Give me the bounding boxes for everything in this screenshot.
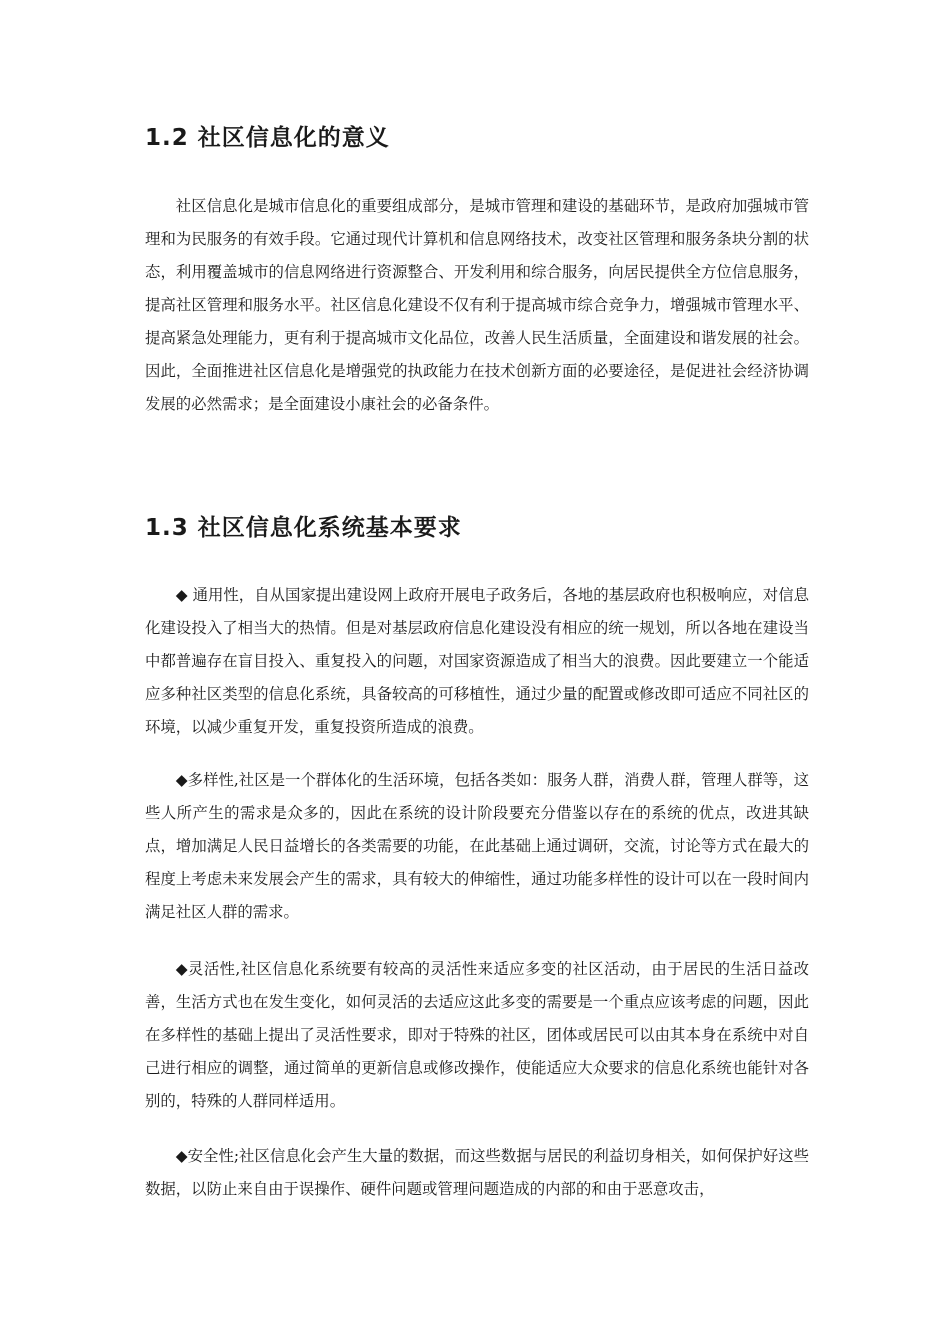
section-heading-1-2: 1.2 社区信息化的意义 — [145, 125, 390, 151]
requirement-security: ◆安全性;社区信息化会产生大量的数据，而这些数据与居民的利益切身相关，如何保护好这些数据，以防止来自由于误操作、硬件问题或管理问题造成的内部的和由于恶意攻击， — [145, 1147, 809, 1198]
requirement-flexibility: ◆灵活性,社区信息化系统要有较高的灵活性来适应多变的社区活动，由于居民的生活日益改善，生活方式也在发生变化，如何灵活的去适应这此多变的需要是一个重点应该考虑的问题，因此在多样性的基础上提出了灵活性要求，即对于特殊的社区，团体或居民可以由其本身在系统中对自己进行相应的调整，通过简单的更新信息或修改操作，使能适应大众要求的信息化系统也能针对各别的，特殊的人群同样适用。 — [145, 960, 809, 1110]
requirement-diversity: ◆多样性,社区是一个群体化的生活环境，包括各类如：服务人群，消费人群，管理人群等，这些人所产生的需求是众多的，因此在系统的设计阶段要充分借鉴以存在的系统的优点，改进其缺点，增加满足人民日益增长的各类需要的功能，在此基础上通过调研，交流，讨论等方式在最大的程度上考虑未来发展会产生的需求，具有较大的伸缩性，通过功能多样性的设计可以在一段时间内满足社区人群的需求。 — [145, 771, 809, 921]
section-heading-1-3: 1.3 社区信息化系统基本要求 — [145, 515, 462, 541]
section-1-2-paragraph: 社区信息化是城市信息化的重要组成部分，是城市管理和建设的基础环节，是政府加强城市管理和为民服务的有效手段。它通过现代计算机和信息网络技术，改变社区管理和服务条块分割的状态，利用覆盖城市的信息网络进行资源整合、开发利用和综合服务，向居民提供全方位信息服务，提高社区管理和服务水平。社区信息化建设不仅有利于提高城市综合竞争力，增强城市管理水平、提高紧急处理能力，更有利于提高城市文化品位，改善人民生活质量，全面建设和谐发展的社会。因此，全面推进社区信息化是增强党的执政能力在技术创新方面的必要途径，是促进社会经济协调发展的必然需求；是全面建设小康社会的必备条件。 — [145, 197, 809, 413]
requirement-generality: ◆ 通用性，自从国家提出建设网上政府开展电子政务后，各地的基层政府也积极响应，对信息化建设投入了相当大的热情。但是对基层政府信息化建设没有相应的统一规划，所以各地在建设当中都普遍存在盲目投入、重复投入的问题，对国家资源造成了相当大的浪费。因此要建立一个能适应多种社区类型的信息化系统，具备较高的可移植性，通过少量的配置或修改即可适应不同社区的环境，以减少重复开发，重复投资所造成的浪费。 — [145, 586, 809, 736]
